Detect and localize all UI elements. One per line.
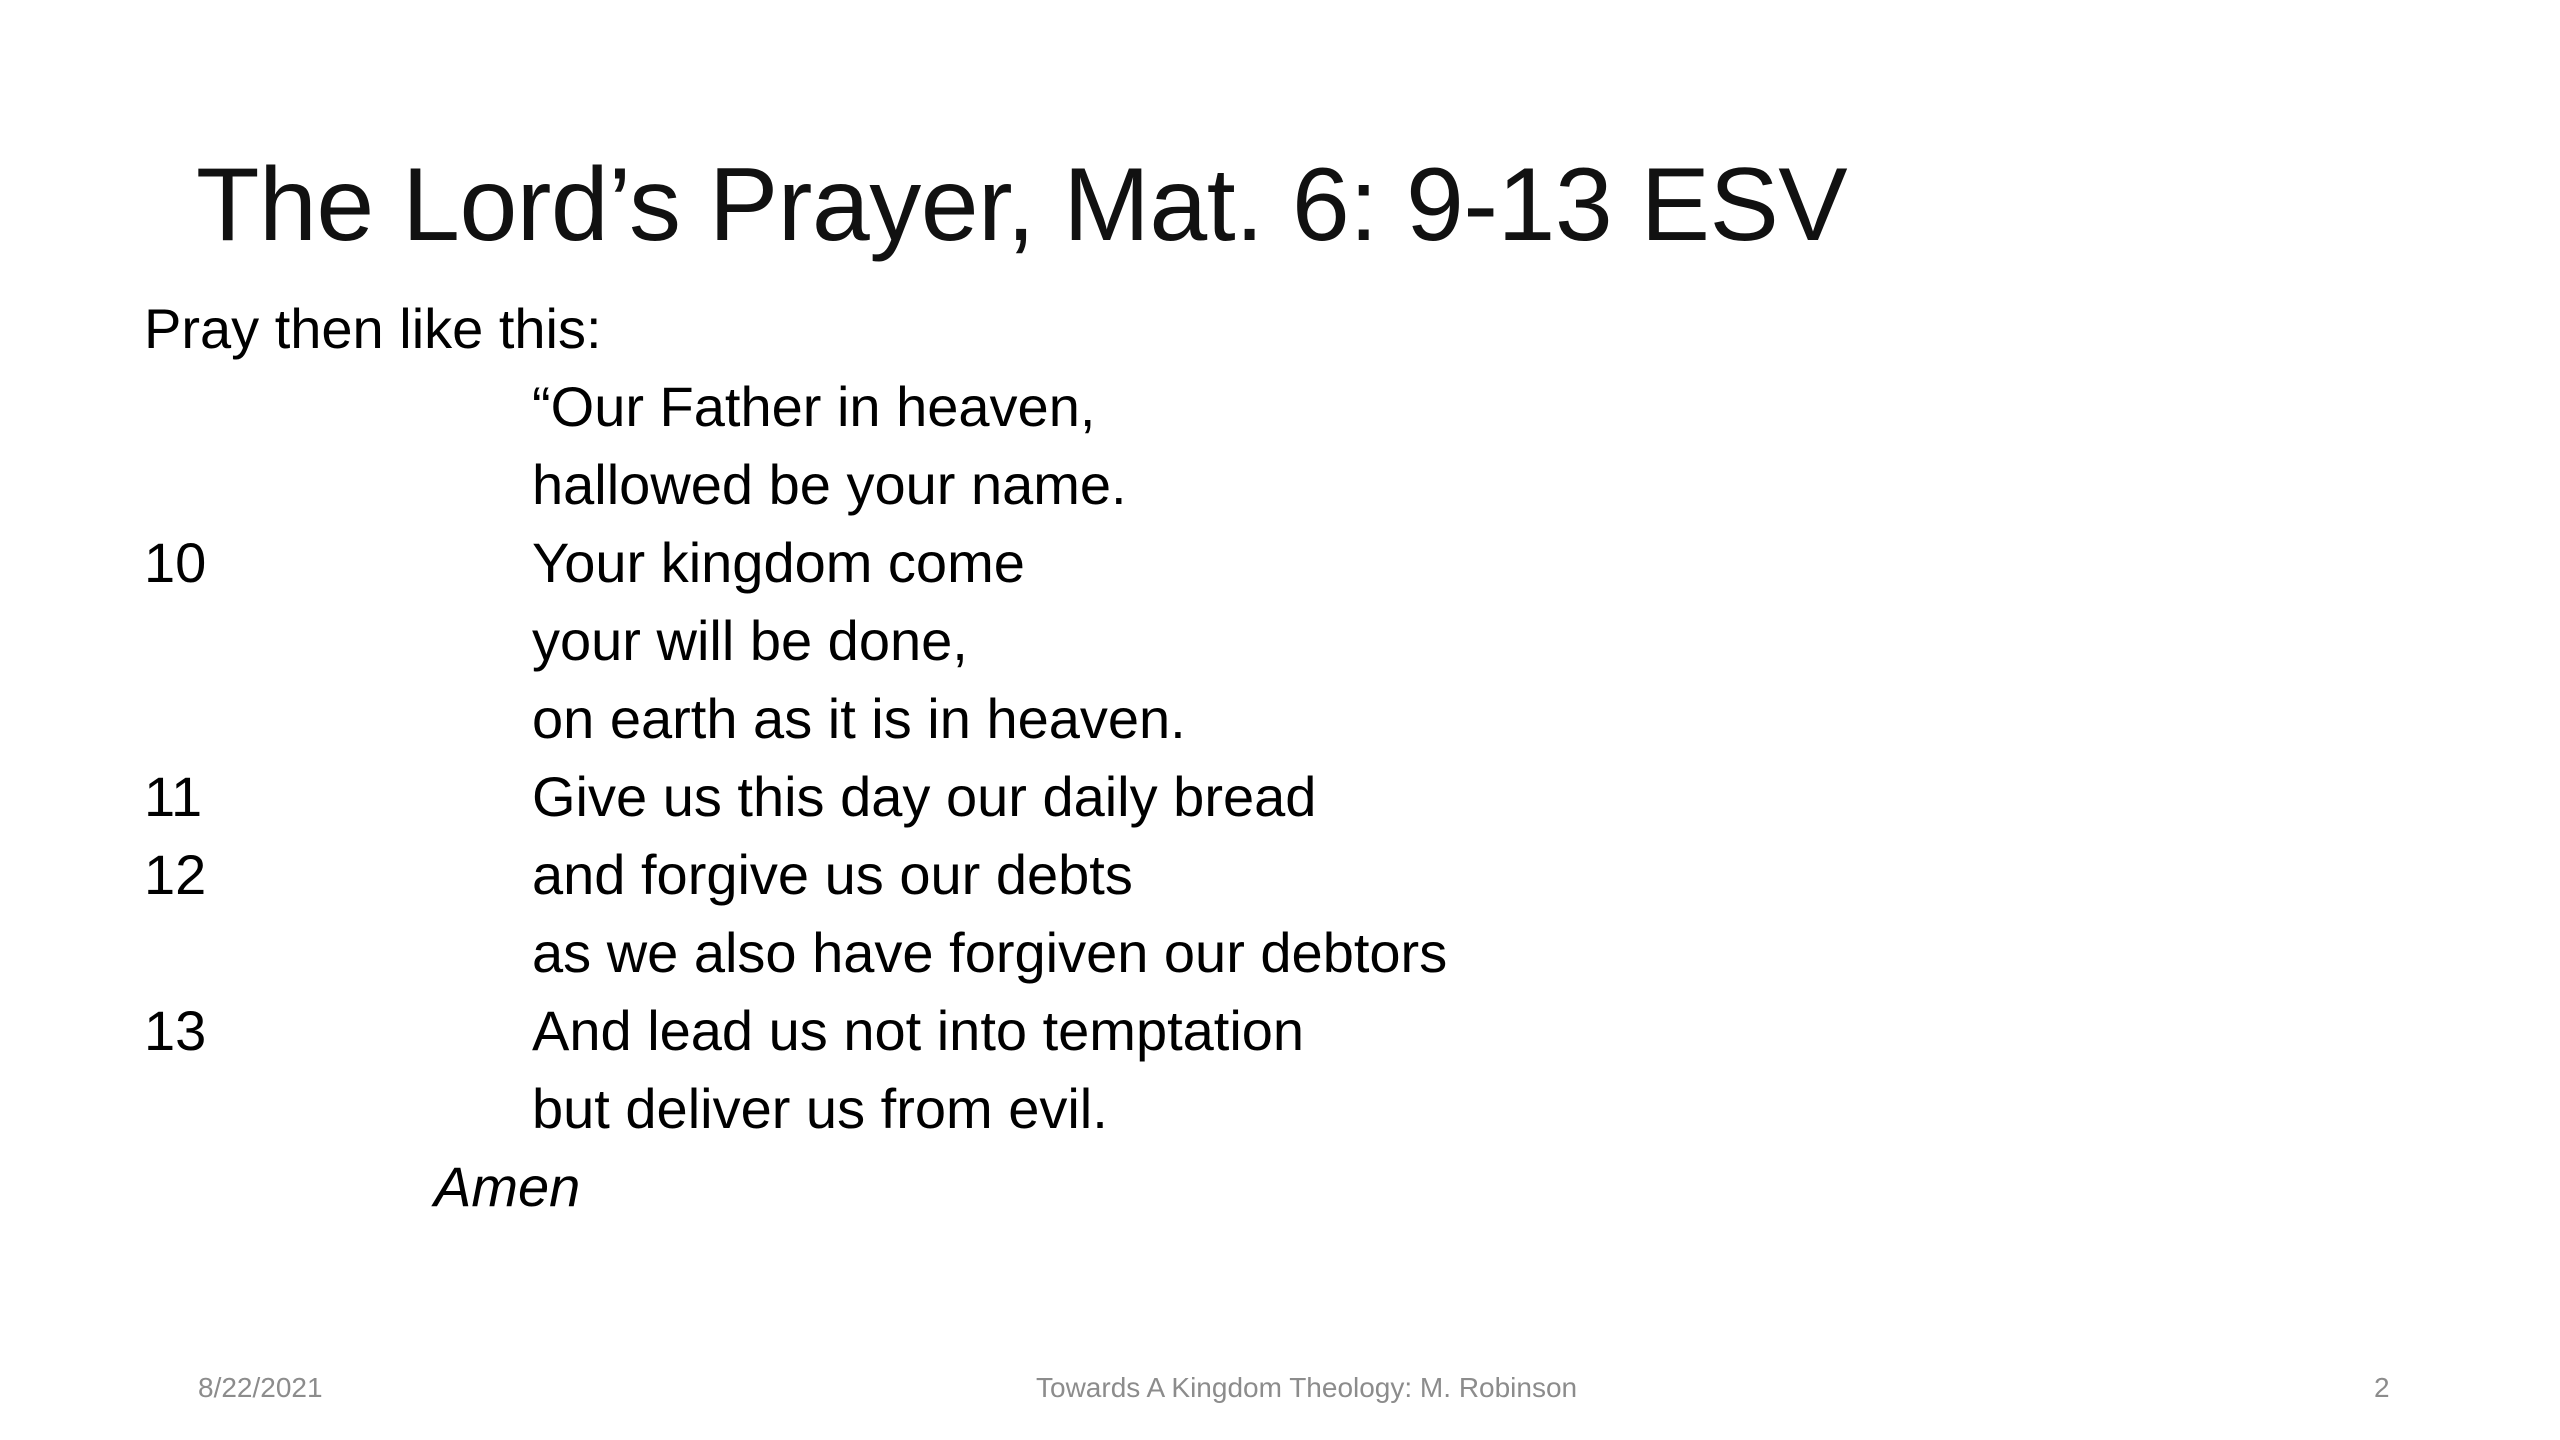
amen-text: Amen: [434, 1155, 581, 1218]
verse-text: on earth as it is in heaven.: [532, 687, 1186, 750]
verse-line: [144, 758, 1317, 836]
verse-number: 12: [144, 843, 207, 906]
verse-line: [144, 446, 1127, 524]
footer-date: 8/22/2021: [198, 1372, 323, 1403]
slide-title: The Lord’s Prayer, Mat. 6: 9-13 ESV: [196, 147, 1848, 263]
verse-number: 11: [144, 765, 203, 828]
verse-line: [144, 1070, 1108, 1148]
amen-line: [144, 1148, 602, 1226]
verse-line: [144, 992, 1305, 1070]
verse-text: Your kingdom come: [532, 531, 1025, 594]
verse-line: [144, 680, 1186, 758]
verse-text: And lead us not into temptation: [532, 999, 1305, 1062]
slide-body: [144, 290, 1448, 1226]
slide-number: 2: [2374, 1372, 2390, 1403]
verse-line: [144, 368, 1096, 446]
verse-line: [144, 602, 968, 680]
intro-line: Pray then like this:: [144, 297, 602, 360]
verse-number: 10: [144, 531, 207, 594]
verse-line: [144, 524, 1025, 602]
verse-line: [144, 836, 1133, 914]
verse-text: Give us this day our daily bread: [532, 765, 1317, 828]
verse-text: but deliver us from evil.: [532, 1077, 1108, 1140]
verse-text: hallowed be your name.: [532, 453, 1127, 516]
verse-text: your will be done,: [532, 609, 968, 672]
footer-title: Towards A Kingdom Theology: M. Robinson: [1036, 1372, 1578, 1403]
verse-line: [144, 914, 1448, 992]
verse-text: as we also have forgiven our debtors: [532, 921, 1448, 984]
verse-number: 13: [144, 999, 207, 1062]
verse-text: and forgive us our debts: [532, 843, 1133, 906]
verse-text: “Our Father in heaven,: [532, 375, 1096, 438]
